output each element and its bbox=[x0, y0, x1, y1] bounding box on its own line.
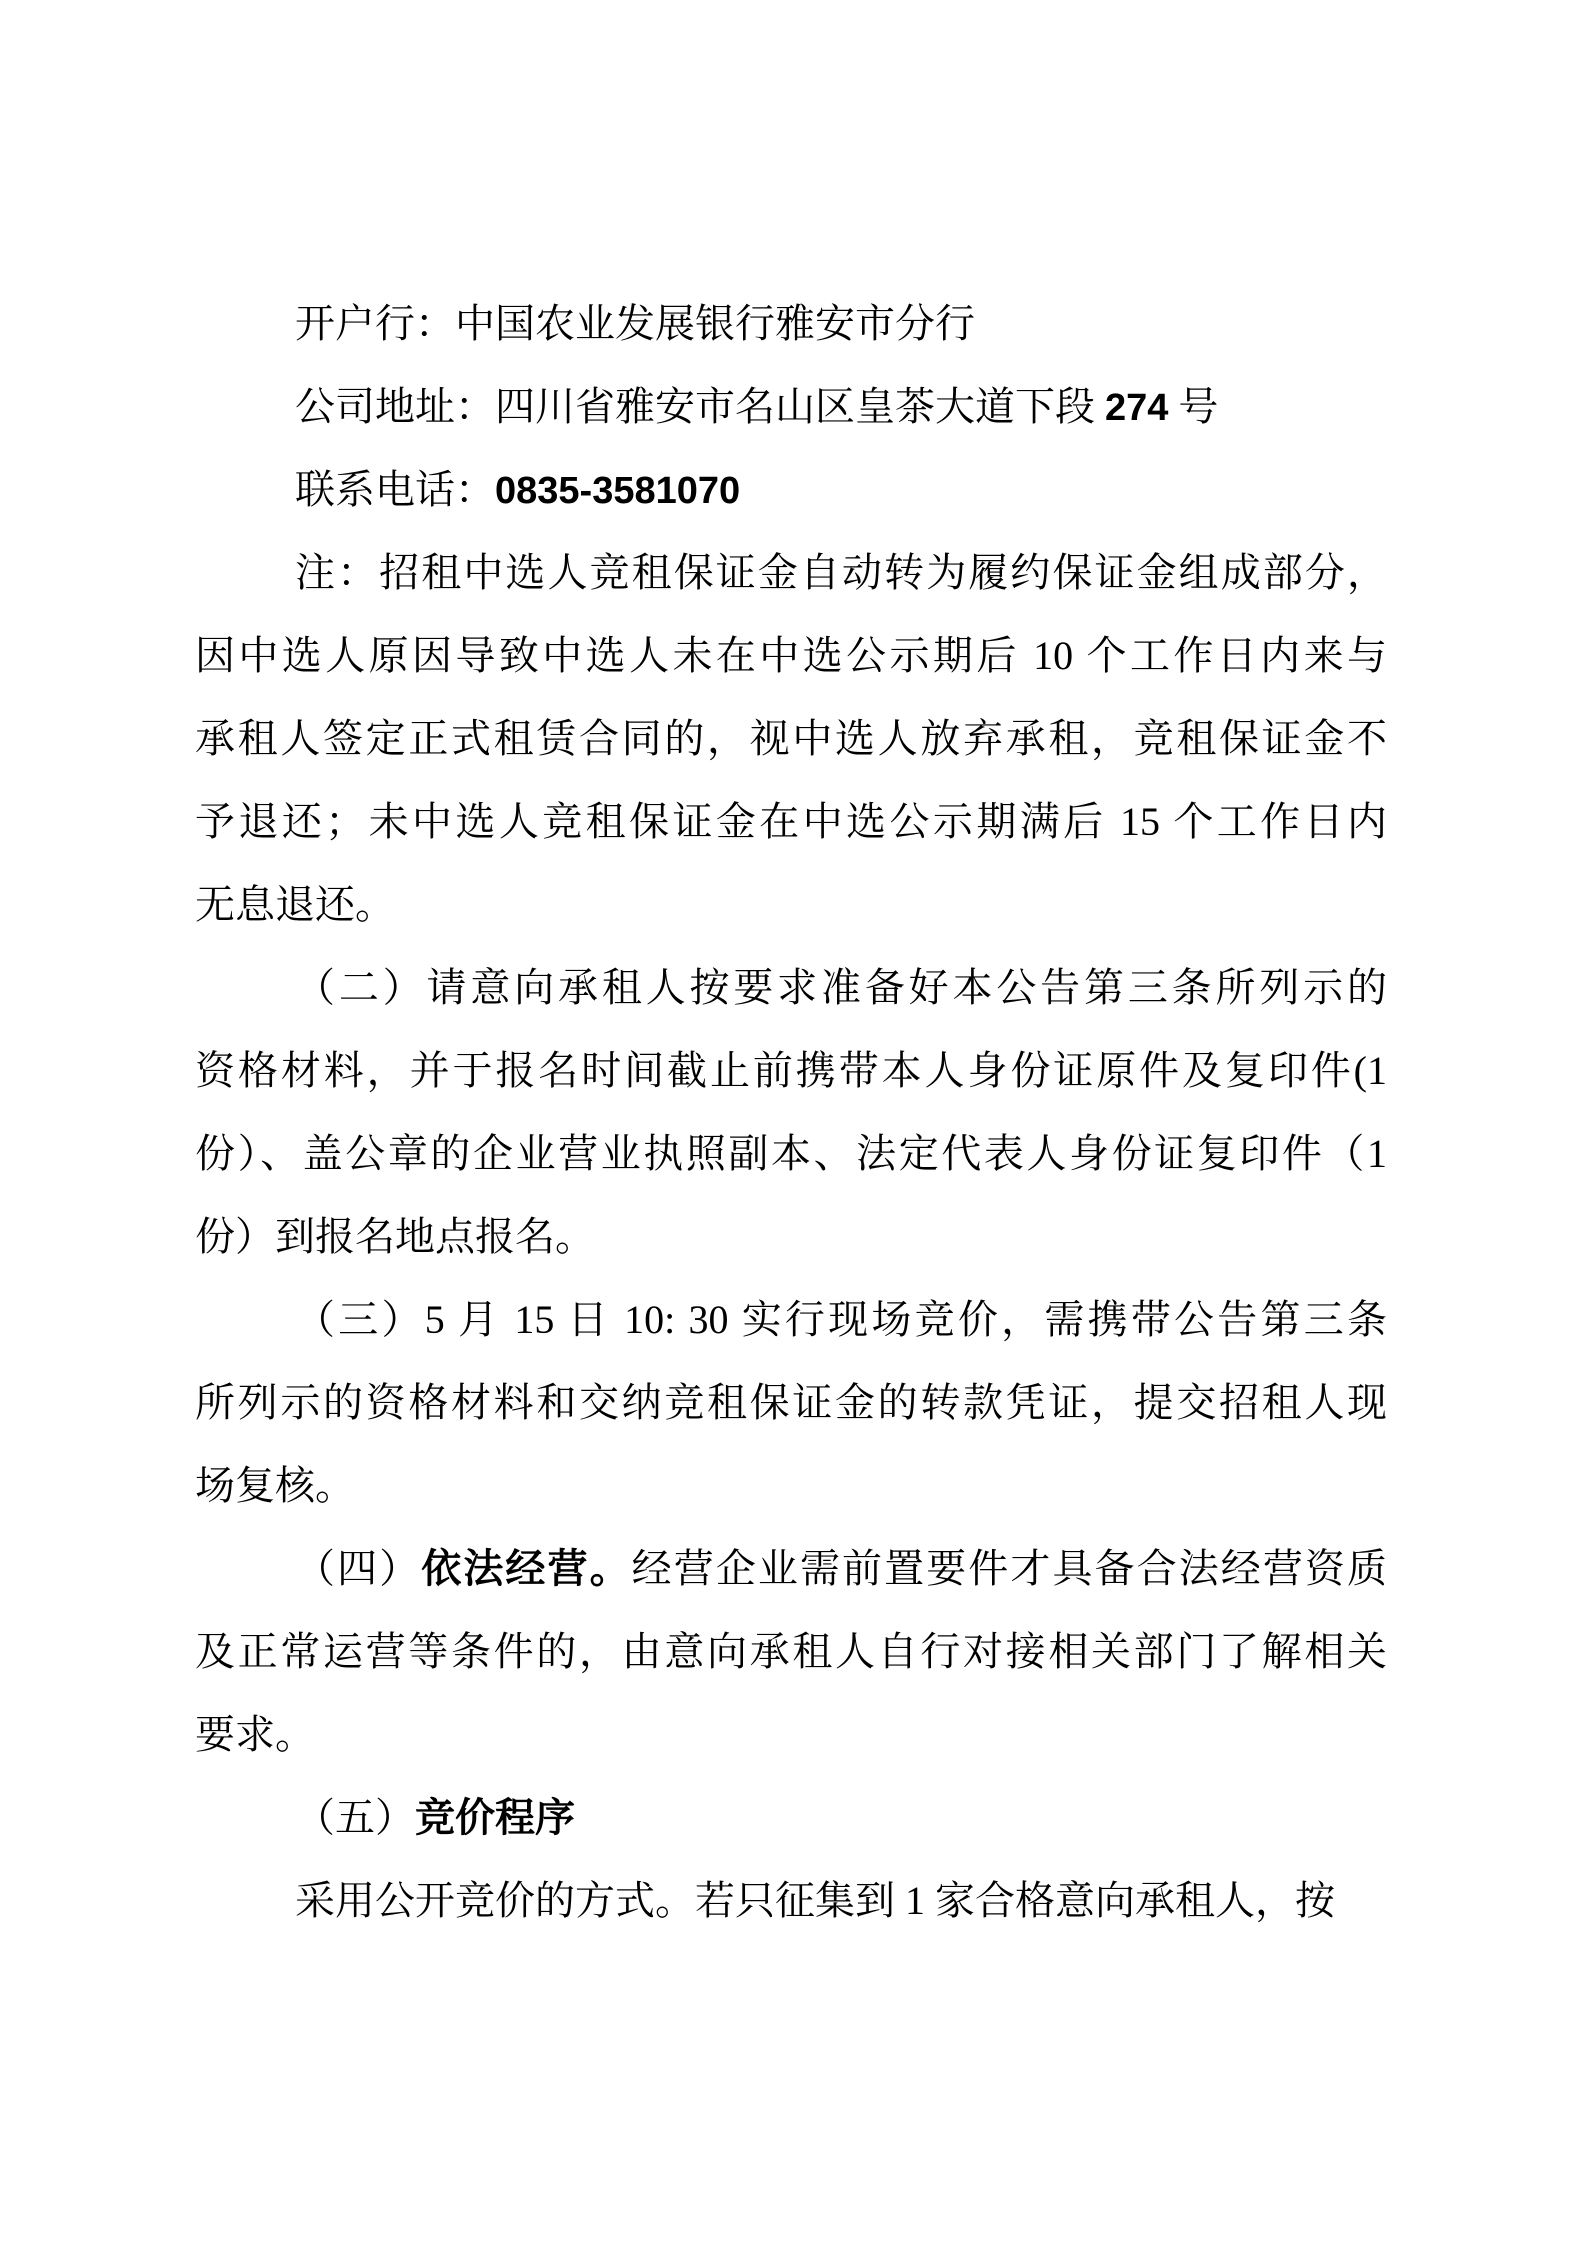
phone-number: 0835-3581070 bbox=[495, 470, 741, 512]
bidding-procedure-line-1: 采用公开竞价的方式。若只征集到 1 家合格意向承租人，按 bbox=[295, 1878, 1335, 1923]
item-five-prefix: （五） bbox=[295, 1795, 415, 1840]
item-four-line1-rest: 经营企业需前置要件才具备合法经营资质 bbox=[631, 1546, 1388, 1591]
item-two-line-3: 份）、盖公章的企业营业执照副本、法定代表人身份证复印件（1 bbox=[195, 1131, 1387, 1176]
contact-phone-line bbox=[195, 448, 1387, 531]
phone-label: 联系电话： bbox=[295, 467, 495, 512]
note-line-1: 注：招租中选人竞租保证金自动转为履约保证金组成部分， bbox=[295, 550, 1387, 595]
item-five-title: 竞价程序 bbox=[415, 1795, 575, 1840]
item-three-line-1: （三）5 月 15 日 10: 30 实行现场竞价，需携带公告第三条 bbox=[295, 1297, 1387, 1342]
item-two-line-4: 份）到报名地点报名。 bbox=[195, 1214, 595, 1259]
address-suffix: 号 bbox=[1168, 384, 1219, 429]
item-three-line-3: 场复核。 bbox=[195, 1463, 355, 1508]
item-two-line-2: 资格材料，并于报名时间截止前携带本人身份证原件及复印件(1 bbox=[195, 1048, 1387, 1093]
item-five-heading bbox=[195, 1776, 1387, 1859]
note-line-5: 无息退还。 bbox=[195, 882, 395, 927]
address-number: 274 bbox=[1105, 387, 1169, 429]
item-four-line-2: 及正常运营等条件的，由意向承租人自行对接相关部门了解相关 bbox=[195, 1629, 1387, 1674]
note-line-4: 予退还；未中选人竞租保证金在中选公示期满后 15 个工作日内 bbox=[195, 799, 1387, 844]
item-four-emphasis: 依法经营。 bbox=[421, 1546, 632, 1591]
item-four-prefix: （四） bbox=[295, 1546, 422, 1591]
item-two-line-1: （二）请意向承租人按要求准备好本公告第三条所列示的 bbox=[295, 965, 1387, 1010]
item-three-line-2: 所列示的资格材料和交纳竞租保证金的转款凭证，提交招租人现 bbox=[195, 1380, 1387, 1425]
item-four-line-3: 要求。 bbox=[195, 1712, 315, 1757]
bank-line: 开户行：中国农业发展银行雅安市分行 bbox=[295, 301, 975, 346]
company-address-line bbox=[195, 365, 1387, 448]
note-line-2: 因中选人原因导致中选人未在中选公示期后 10 个工作日内来与 bbox=[195, 633, 1387, 678]
address-prefix: 公司地址：四川省雅安市名山区皇茶大道下段 bbox=[295, 384, 1105, 429]
note-line-3: 承租人签定正式租赁合同的，视中选人放弃承租，竞租保证金不 bbox=[195, 716, 1387, 761]
item-four-line-1 bbox=[195, 1527, 1387, 1610]
